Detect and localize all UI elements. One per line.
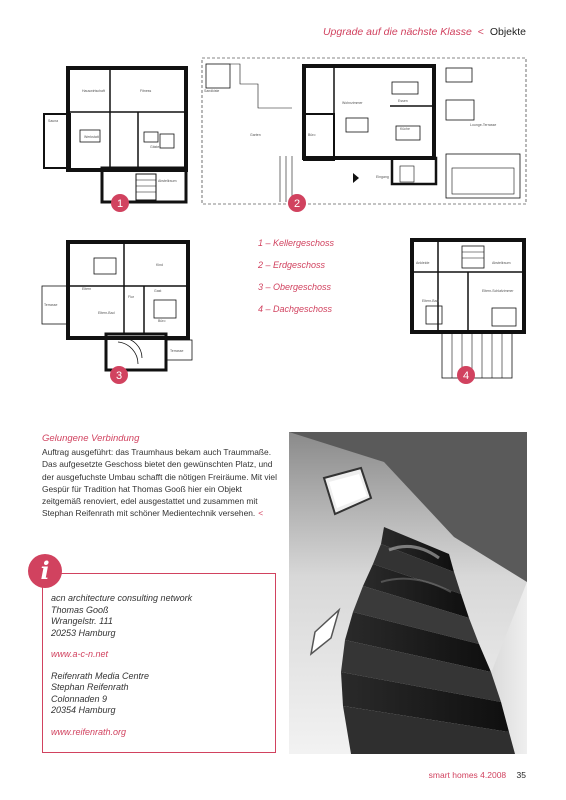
svg-text:Hauswirtschaft: Hauswirtschaft bbox=[82, 89, 105, 93]
contact-web-link[interactable]: www.reifenrath.org bbox=[51, 726, 127, 737]
plan-number-badge-4 bbox=[455, 364, 477, 386]
end-mark-icon: < bbox=[258, 508, 264, 519]
svg-text:Küche: Küche bbox=[400, 127, 410, 131]
floor-plan-upper bbox=[38, 238, 198, 378]
plan-number-badge-3 bbox=[108, 364, 130, 386]
svg-text:2: 2 bbox=[293, 198, 301, 210]
floor-plan-basement bbox=[40, 62, 195, 210]
info-icon: i bbox=[28, 554, 62, 588]
svg-text:4: 4 bbox=[462, 370, 470, 382]
floor-plan-attic bbox=[408, 236, 532, 382]
svg-text:Kind: Kind bbox=[156, 263, 164, 267]
svg-text:Büro: Büro bbox=[308, 133, 316, 137]
magazine-issue: smart homes 4.2008 bbox=[428, 770, 507, 780]
svg-text:Essen: Essen bbox=[398, 99, 408, 103]
svg-text:1: 1 bbox=[116, 198, 124, 210]
page-footer bbox=[429, 770, 526, 780]
svg-text:Ankleide: Ankleide bbox=[416, 261, 430, 265]
svg-text:Eltern: Eltern bbox=[82, 287, 92, 291]
separator-chevron-icon: < bbox=[477, 26, 484, 38]
svg-text:Abstellraum: Abstellraum bbox=[492, 261, 511, 265]
contact-company: Reifenrath Media Centre bbox=[51, 670, 150, 681]
floor-legend bbox=[258, 238, 334, 326]
article-body: Auftrag ausgeführt: das Traumhaus bekam auch Traummaße. Das aufgesetzte Geschoss bietet den gewünschten Platz, und der ausgefuchste Umbau schafft die nötigen Freiräume. Mit viel Gespür für Tradition hat Thomas Gooß hier ein Objekt zeitgemäß renoviert, edel ausgestattet und zusammen mit Stephan Reifenrath mit schöner Medientechnik versehen. bbox=[42, 447, 277, 519]
svg-text:Eltern-Bad: Eltern-Bad bbox=[422, 299, 439, 303]
svg-text:Büro: Büro bbox=[158, 319, 166, 323]
legend-item-2: 2 – Erdgeschoss bbox=[258, 260, 326, 270]
svg-text:Flur: Flur bbox=[128, 295, 135, 299]
svg-text:Eltern-Schlafzimmer: Eltern-Schlafzimmer bbox=[482, 289, 514, 293]
plan-number-badge-2 bbox=[286, 192, 308, 214]
contact-street: Colonnaden 9 bbox=[51, 693, 108, 704]
svg-text:Terrasse: Terrasse bbox=[170, 349, 184, 353]
floor-plan-ground bbox=[200, 56, 528, 206]
svg-text:Fitness: Fitness bbox=[140, 89, 152, 93]
contact-architect bbox=[51, 593, 192, 639]
contact-company: acn architecture consulting network bbox=[51, 593, 193, 603]
section-title: Upgrade auf die nächste Klasse bbox=[322, 26, 472, 38]
svg-text:Wohnzimmer: Wohnzimmer bbox=[342, 101, 363, 105]
contact-name: Thomas Gooß bbox=[51, 604, 109, 615]
svg-text:Gäste: Gäste bbox=[150, 145, 160, 149]
svg-text:3: 3 bbox=[115, 370, 123, 382]
svg-text:Lounge-Terrasse: Lounge-Terrasse bbox=[470, 123, 497, 127]
svg-text:Abstellraum: Abstellraum bbox=[158, 179, 177, 183]
svg-text:Werkstatt: Werkstatt bbox=[84, 135, 99, 139]
svg-text:Garten: Garten bbox=[250, 133, 261, 137]
legend-item-1: 1 – Kellergeschoss bbox=[258, 238, 335, 248]
contact-web-link[interactable]: www.a-c-n.net bbox=[51, 649, 109, 659]
article-block bbox=[42, 433, 280, 519]
contact-media bbox=[51, 671, 192, 717]
legend-item-4: 4 – Dachgeschoss bbox=[258, 304, 333, 314]
plan-number-badge-1 bbox=[109, 192, 131, 214]
svg-text:Gast: Gast bbox=[154, 289, 162, 293]
svg-text:Eltern-Bad: Eltern-Bad bbox=[98, 311, 115, 315]
svg-text:Eingang: Eingang bbox=[376, 175, 389, 179]
running-header bbox=[323, 26, 526, 38]
contact-city: 20354 Hamburg bbox=[51, 705, 116, 715]
contact-street: Wrangelstr. 111 bbox=[51, 616, 113, 626]
staircase-photo bbox=[289, 432, 527, 754]
legend-item-3: 3 – Obergeschoss bbox=[258, 282, 332, 292]
page-number: 35 bbox=[516, 770, 526, 780]
svg-text:Sauna: Sauna bbox=[48, 119, 59, 123]
svg-text:Sandkiste: Sandkiste bbox=[204, 89, 220, 93]
article-heading: Gelungene Verbindung bbox=[42, 433, 140, 444]
category-label: Objekte bbox=[489, 26, 526, 38]
contact-list bbox=[51, 593, 192, 748]
contact-name: Stephan Reifenrath bbox=[51, 682, 129, 692]
contact-city: 20253 Hamburg bbox=[51, 627, 116, 638]
svg-text:Terrasse: Terrasse bbox=[44, 303, 58, 307]
